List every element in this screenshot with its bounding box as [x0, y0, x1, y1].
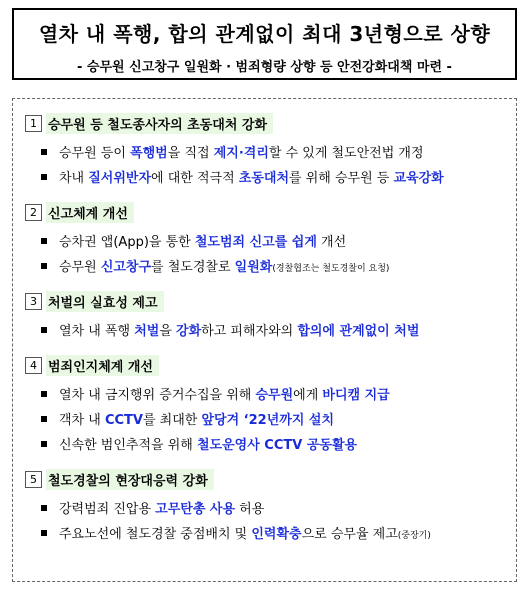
section-list: [25, 113, 516, 545]
plain-text: 승무원: [59, 260, 101, 275]
bullet-square-icon: [41, 416, 47, 422]
bullet-square-icon: [41, 530, 47, 536]
section-number: 1: [25, 115, 42, 132]
page-subtitle: - 승무원 신고창구 일원화 · 범죄형량 상향 등 안전강화대책 마련 -: [77, 60, 452, 75]
list-item: [25, 228, 516, 253]
section-header: [25, 113, 516, 133]
list-item-text: [59, 409, 334, 428]
highlighted-text: 처벌: [134, 324, 160, 339]
title-box: [12, 8, 517, 80]
highlighted-text: 교육강화: [393, 171, 444, 186]
list-item-text: [59, 523, 431, 542]
section-header: [25, 355, 516, 375]
section-number: 5: [25, 471, 42, 488]
list-item: [25, 381, 516, 406]
highlighted-text: 질서위반자: [88, 171, 152, 186]
section-3: [25, 291, 516, 342]
note-text: (중장기): [397, 531, 431, 541]
plain-text: 를 최대한: [142, 413, 202, 428]
highlighted-text: CCTV: [104, 413, 143, 428]
page-title: 열차 내 폭행, 합의 관계없이 최대 3년형으로 상향: [38, 22, 491, 46]
section-header: [25, 469, 516, 489]
plain-text: 개선: [316, 235, 347, 250]
bullet-square-icon: [41, 263, 47, 269]
list-item-text: [59, 498, 264, 517]
plain-text: 를 철도경찰로: [151, 260, 235, 275]
highlighted-text: 앞당겨 ‘22년까지 설치: [201, 413, 335, 428]
section-title: 범죄인지체계 개선: [46, 355, 159, 376]
highlighted-text: 승무원: [255, 388, 294, 403]
plain-text: 에게: [293, 388, 323, 403]
plain-text: 열차 내 폭행: [59, 324, 135, 339]
bullet-square-icon: [41, 174, 47, 180]
list-item-text: [59, 142, 424, 161]
bullet-square-icon: [41, 238, 47, 244]
highlighted-text: 인력확충: [251, 527, 302, 542]
section-title: 철도경찰의 현장대응력 강화: [46, 469, 214, 490]
highlighted-text: 폭행범: [130, 146, 168, 161]
list-item: [25, 253, 516, 278]
section-title: 신고체계 개선: [46, 202, 134, 223]
section-header: [25, 291, 516, 311]
list-item: [25, 317, 516, 342]
bullet-square-icon: [41, 391, 47, 397]
highlighted-text: 바디캠 지급: [322, 388, 390, 403]
plain-text: 승무원 등이: [59, 146, 131, 161]
list-item-text: [59, 434, 357, 453]
plain-text: 에 대한 적극적: [151, 171, 239, 186]
list-item: [25, 495, 516, 520]
highlighted-text: 철도범죄 신고를 쉽게: [194, 235, 317, 250]
highlighted-text: 신고창구: [100, 260, 152, 275]
section-header: [25, 202, 516, 222]
section-4: [25, 355, 516, 456]
list-item-text: [59, 320, 419, 339]
highlighted-text: 강화: [176, 324, 202, 339]
bullet-square-icon: [41, 505, 47, 511]
plain-text: 열차 내 금지행위 증거수집을 위해: [59, 388, 256, 403]
bullet-square-icon: [41, 327, 47, 333]
section-title: 승무원 등 철도종사자의 초동대처 강화: [46, 113, 273, 134]
highlighted-text: 고무탄총 사용: [155, 502, 236, 517]
bullet-square-icon: [41, 149, 47, 155]
section-number: 4: [25, 357, 42, 374]
plain-text: 으로 승무율 제고: [301, 527, 398, 542]
plain-text: 승차권 앱(App)을 통한: [59, 235, 195, 250]
content-box: [12, 98, 517, 582]
highlighted-text: 일원화: [234, 260, 273, 275]
section-number: 2: [25, 204, 42, 221]
plain-text: 주요노선에 철도경찰 중점배치 및: [59, 527, 252, 542]
list-item: [25, 431, 516, 456]
list-item: [25, 164, 516, 189]
highlighted-text: 철도운영사 CCTV 공동활용: [196, 438, 358, 453]
section-2: [25, 202, 516, 278]
list-item-text: [59, 231, 346, 250]
plain-text: 차내: [59, 171, 89, 186]
plain-text: 하고 피해자와의: [201, 324, 298, 339]
section-title: 처벌의 실효성 제고: [46, 291, 164, 312]
plain-text: 을: [159, 324, 177, 339]
section-5: [25, 469, 516, 545]
list-item: [25, 139, 516, 164]
plain-text: 객차 내: [59, 413, 105, 428]
highlighted-text: 합의에 관계없이 처벌: [297, 324, 420, 339]
plain-text: 할 수 있게 철도안전법 개정: [268, 146, 424, 161]
section-number: 3: [25, 293, 42, 310]
note-text: (경찰협조는 철도경찰이 요청): [272, 264, 390, 274]
plain-text: 를 위해 승무원 등: [289, 171, 394, 186]
list-item: [25, 520, 516, 545]
highlighted-text: 제지·격리: [213, 146, 269, 161]
bullet-square-icon: [41, 441, 47, 447]
highlighted-text: 초동대처: [238, 171, 290, 186]
section-1: [25, 113, 516, 189]
plain-text: 허용: [235, 502, 265, 517]
list-item: [25, 406, 516, 431]
list-item-text: [59, 256, 389, 275]
list-item-text: [59, 167, 444, 186]
plain-text: 강력범죄 진압용: [59, 502, 156, 517]
plain-text: 신속한 범인추적을 위해: [59, 438, 197, 453]
list-item-text: [59, 384, 390, 403]
plain-text: 을 직접: [167, 146, 214, 161]
